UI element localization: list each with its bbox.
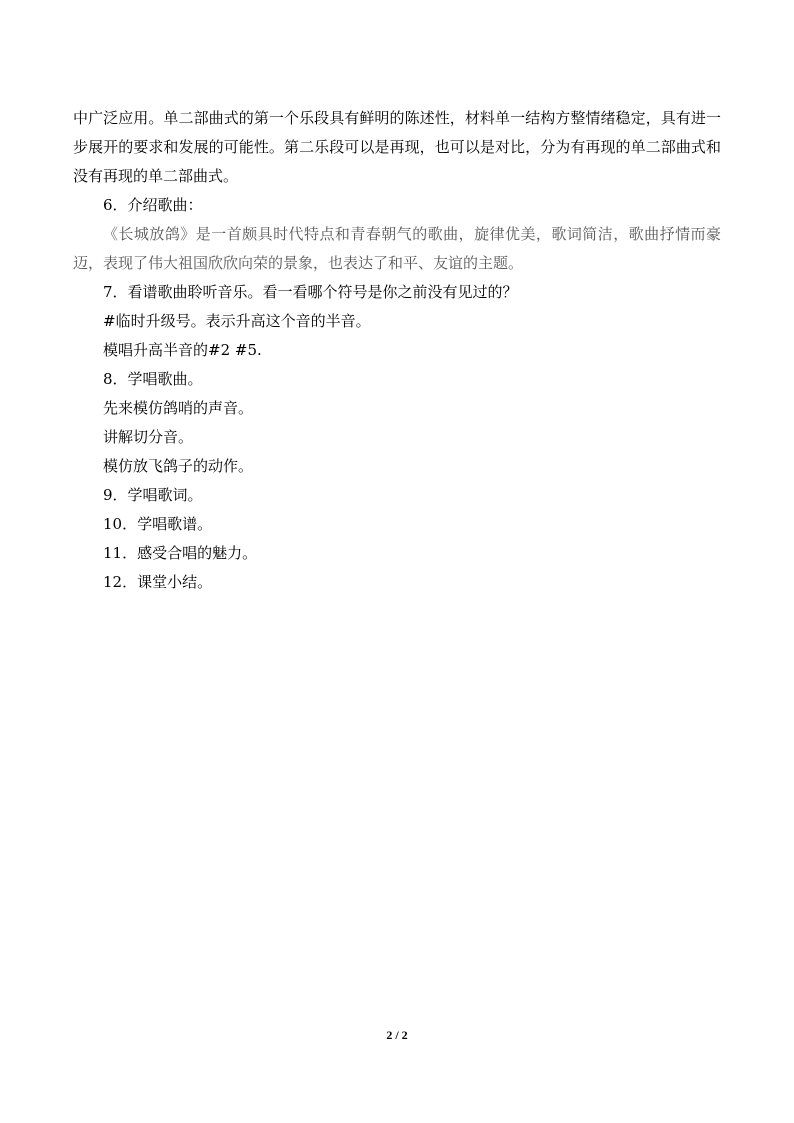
step-6-heading: 6．介绍歌曲： — [103, 196, 203, 214]
page-number: 2 / 2 — [386, 1028, 408, 1042]
step-12-heading: 12．课堂小结。 — [103, 573, 213, 591]
syncopation-note: 讲解切分音。 — [103, 428, 194, 446]
pigeon-release-note: 模仿放飞鸽子的动作。 — [103, 457, 254, 475]
sharp-sign-note: #临时升级号。表示升高这个音的半音。 — [103, 312, 371, 330]
step-9-heading: 9．学唱歌词。 — [103, 486, 203, 504]
step-7-heading: 7．看谱歌曲聆听音乐。看一看哪个符号是你之前没有见过的？ — [103, 283, 518, 301]
pigeon-whistle-note: 先来模仿鸽哨的声音。 — [103, 399, 254, 417]
paragraph-form-description: 中广泛应用。单二部曲式的第一个乐段具有鲜明的陈述性，材料单一结构方整情绪稳定，具有进一步展开的要求和发展的可能性。第二乐段可以是再现，也可以是对比，分为有再现的单二部曲式和没有再现的单二部曲式。 — [73, 109, 721, 185]
document-body — [73, 104, 721, 597]
song-introduction-paragraph: 《长城放鸽》是一首颇具时代特点和青春朝气的歌曲，旋律优美，歌词简洁，歌曲抒情而豪迈，表现了伟大祖国欣欣向荣的景象，也表达了和平、友谊的主题。 — [73, 225, 721, 272]
step-8-heading: 8．学唱歌曲。 — [103, 370, 203, 388]
sharp-practice-note: 模唱升高半音的#2 #5. — [103, 341, 262, 359]
step-11-heading: 11．感受合唱的魅力。 — [103, 544, 258, 562]
step-10-heading: 10．学唱歌谱。 — [103, 515, 213, 533]
